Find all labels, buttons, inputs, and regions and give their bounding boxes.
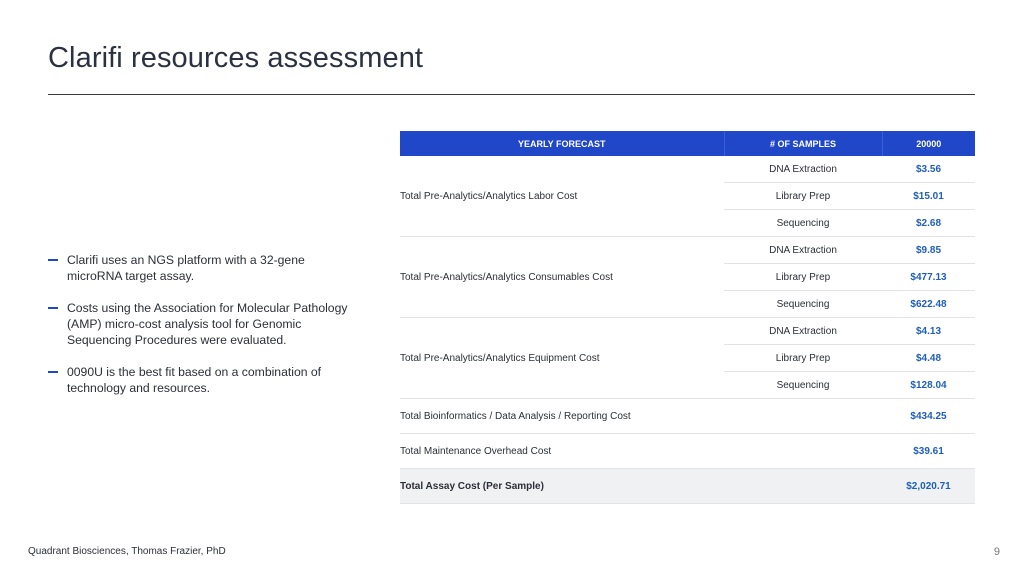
bullet-text: Costs using the Association for Molecular Pathology (AMP) micro-cost analysis tool for Genomic Sequencing Procedures were evaluated.: [67, 301, 348, 347]
step-label: DNA Extraction: [724, 156, 882, 183]
header-yearly-forecast: YEARLY FORECAST: [400, 131, 724, 156]
group-label-consumables: Total Pre-Analytics/Analytics Consumables Cost: [400, 237, 724, 318]
step-label: Sequencing: [724, 210, 882, 237]
page-title: Clarifi resources assessment: [48, 42, 424, 74]
cost-value: $622.48: [882, 291, 975, 318]
table-row: [400, 237, 975, 264]
group-label-equipment: Total Pre-Analytics/Analytics Equipment Cost: [400, 318, 724, 399]
step-label: Library Prep: [724, 183, 882, 210]
table-row: [400, 318, 975, 345]
dash-icon: [48, 259, 58, 261]
bullet-item: [48, 300, 358, 348]
cost-value: $4.48: [882, 345, 975, 372]
table-row: [400, 156, 975, 183]
cost-table: [400, 131, 975, 504]
maintenance-value: $39.61: [882, 434, 975, 469]
step-label: Sequencing: [724, 291, 882, 318]
cost-value: $128.04: [882, 372, 975, 399]
table-row: [400, 399, 975, 434]
cost-value: $477.13: [882, 264, 975, 291]
page-number: 9: [993, 546, 1000, 558]
cost-value: $2.68: [882, 210, 975, 237]
bullet-item: [48, 364, 358, 396]
title-divider: [48, 94, 975, 95]
cost-value: $15.01: [882, 183, 975, 210]
bullet-text: Clarifi uses an NGS platform with a 32-gene microRNA target assay.: [67, 253, 305, 283]
dash-icon: [48, 307, 58, 309]
dash-icon: [48, 371, 58, 373]
total-row: [400, 469, 975, 504]
step-label: Sequencing: [724, 372, 882, 399]
cost-value: $4.13: [882, 318, 975, 345]
step-label: DNA Extraction: [724, 318, 882, 345]
footer-credit: Quadrant Biosciences, Thomas Frazier, PhD: [28, 546, 226, 557]
bioinformatics-label: Total Bioinformatics / Data Analysis / Reporting Cost: [400, 399, 882, 434]
total-value: $2,020.71: [882, 469, 975, 504]
bullet-text: 0090U is the best fit based on a combination of technology and resources.: [67, 365, 322, 395]
group-label-labor: Total Pre-Analytics/Analytics Labor Cost: [400, 156, 724, 237]
total-label: Total Assay Cost (Per Sample): [400, 469, 882, 504]
table-row: [400, 434, 975, 469]
bullet-item: [48, 252, 358, 284]
cost-value: $9.85: [882, 237, 975, 264]
header-sample-count: 20000: [882, 131, 975, 156]
bioinformatics-value: $434.25: [882, 399, 975, 434]
step-label: Library Prep: [724, 345, 882, 372]
step-label: Library Prep: [724, 264, 882, 291]
step-label: DNA Extraction: [724, 237, 882, 264]
header-num-samples: # OF SAMPLES: [724, 131, 882, 156]
cost-value: $3.56: [882, 156, 975, 183]
bullet-list: [48, 252, 358, 412]
maintenance-label: Total Maintenance Overhead Cost: [400, 434, 882, 469]
table-header-row: [400, 131, 975, 156]
